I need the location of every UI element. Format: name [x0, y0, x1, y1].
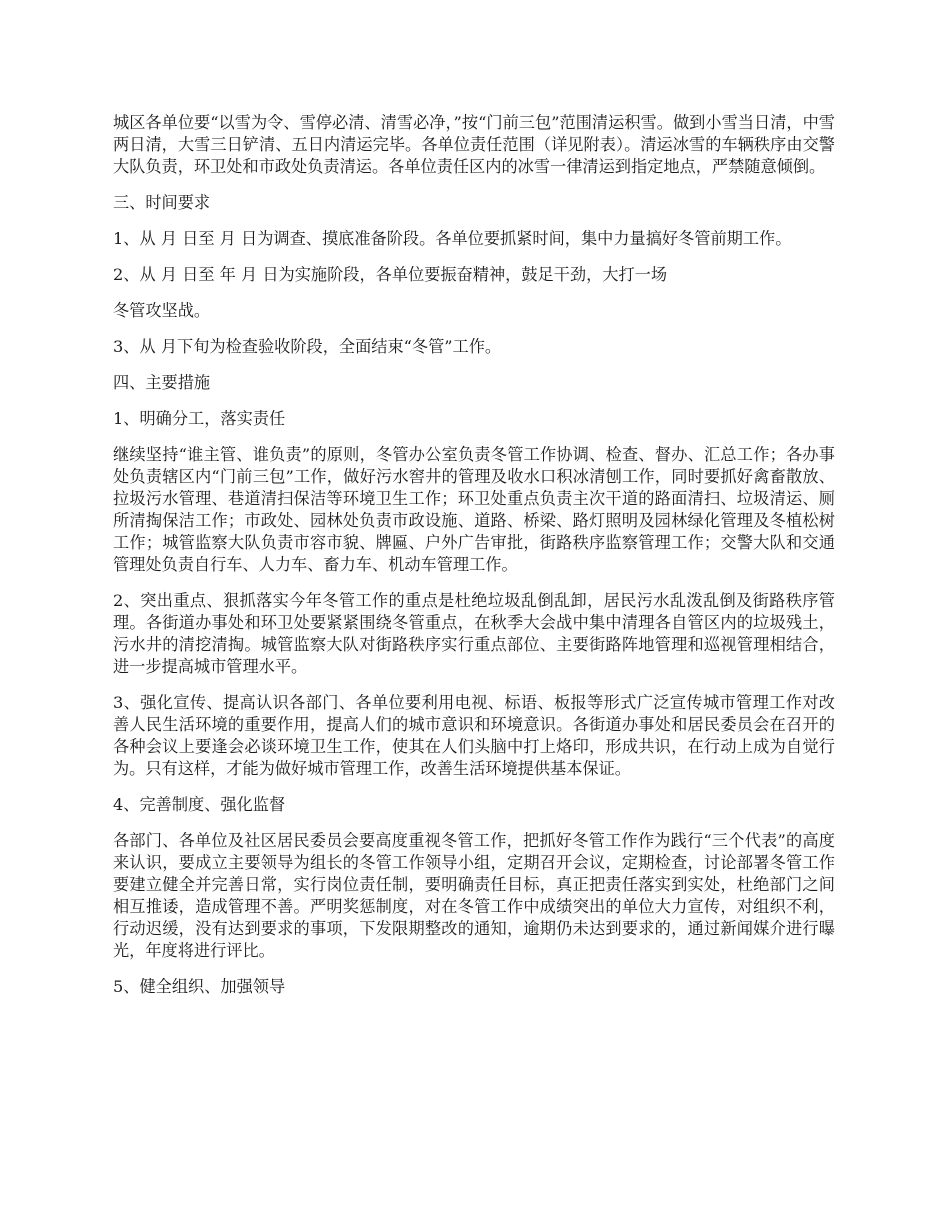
- paragraph-phase-3: 3、从 月下旬为检查验收阶段，全面结束“冬管”工作。: [113, 337, 502, 356]
- paragraph-systems-supervision: 各部门、各单位及社区居民委员会要高度重视冬管工作，把抓好冬管工作作为践行“三个代表”的高度来认识，要成立主要领导为组长的冬管工作领导小组，定期召开会议，定期检查，讨论部署冬管工作要建立健全并完善日常，实行岗位责任制，要明确责任目标，真正把责任落实到实处，杜绝部门之间相互推诿，造成管理不善。严明奖惩制度，对在冬管工作中成绩突出的单位大力宣传，对组织不利，行动迟缓，没有达到要求的事项，下发限期整改的通知，逾期仍未达到要求的，通过新闻媒介进行曝光，年度将进行评比。: [113, 831, 835, 960]
- subheading-organization-leadership: 5、健全组织、加强领导: [113, 977, 286, 996]
- paragraph-phase-2: 2、从 月 日至 年 月 日为实施阶段，各单位要振奋精神，鼓足干劲，大打一场: [113, 265, 668, 284]
- section-heading-main-measures: 四、主要措施: [113, 373, 211, 392]
- section-heading-time-requirements: 三、时间要求: [113, 193, 211, 212]
- paragraph-phase-1: 1、从 月 日至 月 日为调查、摸底准备阶段。各单位要抓紧时间，集中力量搞好冬管前期工作。: [113, 229, 792, 248]
- subheading-improve-systems: 4、完善制度、强化监督: [113, 795, 286, 814]
- paragraph-responsibilities: 继续坚持“谁主管、谁负责”的原则，冬管办公室负责冬管工作协调、检查、督办、汇总工作；各办事处负责辖区内“门前三包”工作，做好污水窖井的管理及收水口积冰清刨工作，同时要抓好禽畜散放、拉圾污水管理、巷道清扫保洁等环境卫生工作；环卫处重点负责主次干道的路面清扫、垃圾清运、厕所清掏保洁工作；市政处、园林处负责市政设施、道路、桥梁、路灯照明及园林绿化管理及冬植松树工作；城管监察大队负责市容市貌、牌匾、户外广告审批，街路秩序监察管理工作；交警大队和交通管理处负责自行车、人力车、畜力车、机动车管理工作。: [113, 445, 835, 574]
- subheading-division-of-labor: 1、明确分工，落实责任: [113, 409, 286, 428]
- paragraph-publicity: 3、强化宣传、提高认识各部门、各单位要利用电视、标语、板报等形式广泛宣传城市管理工作对改善人民生活环境的重要作用，提高人们的城市意识和环境意识。各街道办事处和居民委员会在召开的各种会议上要逢会必谈环境卫生工作，使其在人们头脑中打上烙印，形成共识，在行动上成为自觉行为。只有这样，才能为做好城市管理工作，改善生活环境提供基本保证。: [113, 693, 835, 778]
- document-page: [113, 112, 835, 1012]
- paragraph-snow-clearing: 城区各单位要“以雪为令、雪停必清、清雪必净，”按“门前三包”范围清运积雪。做到小雪当日清，中雪两日清，大雪三日铲清、五日内清运完毕。各单位责任范围（详见附表）。清运冰雪的车辆秩序由交警大队负责，环卫处和市政处负责清运。各单位责任区内的冰雪一律清运到指定地点，严禁随意倾倒。: [113, 113, 835, 176]
- paragraph-phase-2-continued: 冬管攻坚战。: [113, 301, 211, 320]
- paragraph-key-points: 2、突出重点、狠抓落实今年冬管工作的重点是杜绝垃圾乱倒乱卸，居民污水乱泼乱倒及街路秩序管理。各街道办事处和环卫处要紧紧围绕冬管重点，在秋季大会战中集中清理各自管区内的垃圾残土，污水井的清挖清掏。城管监察大队对街路秩序实行重点部位、主要街路阵地管理和巡视管理相结合，进一步提高城市管理水平。: [113, 591, 835, 676]
